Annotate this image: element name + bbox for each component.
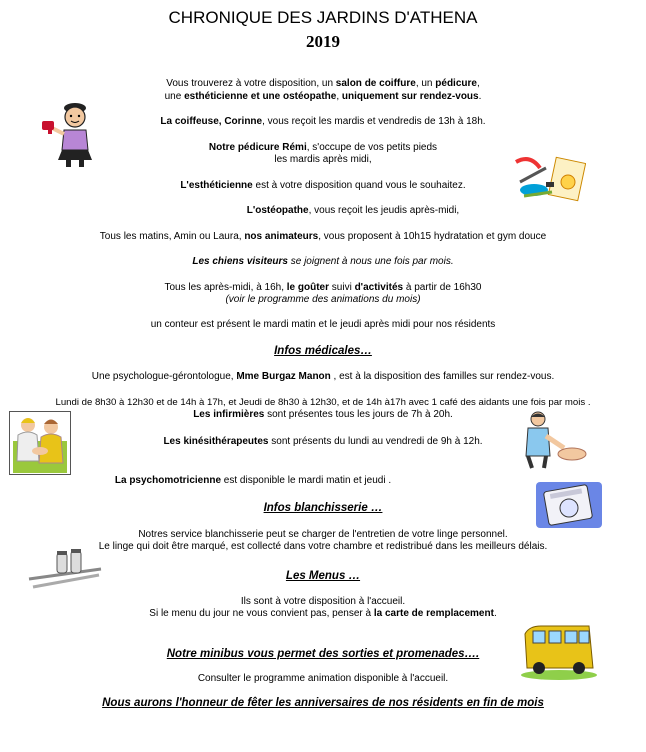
chiens-line: Les chiens visiteurs se joignent à nous une fois par mois.: [192, 256, 454, 267]
conteur-line: un conteur est présent le mardi matin et le jeudi après midi pour nos résidents: [150, 319, 496, 330]
pedicure-line-2: les mardis après midi,: [274, 154, 372, 165]
pedicure-line: Notre pédicure Rémi, s'occupe de vos petits pieds: [208, 142, 438, 153]
menus-line-1: Ils sont à votre disposition à l'accueil.: [240, 596, 406, 607]
infirmieres-line: Les infirmières sont présentes tous les jours de 7h à 20h.: [193, 409, 453, 420]
cutlery-illustration: [27, 547, 105, 591]
blanchisserie-line-2: Le linge qui doit être marqué, est collecté dans votre chambre et redistribué dans les meilleurs délais.: [98, 541, 548, 552]
minibus-line-1: Consulter le programme animation disponible à l'accueil.: [197, 673, 449, 684]
footer-anniversaires: Nous aurons l'honneur de fêter les anniversaires de nos résidents en fin de mois: [102, 697, 544, 709]
blanchisserie-line-1: Notres service blanchisserie peut se charger de l'entretien de votre linge personnel.: [138, 529, 508, 540]
gouter-line: Tous les après-midi, à 16h, le goûter suivi d'activités à partir de 16h30: [164, 282, 482, 293]
section-infos-blanchisserie: Infos blanchisserie …: [263, 502, 383, 514]
nurses-illustration: [9, 411, 71, 475]
kine-line: Les kinésithérapeutes sont présents du lundi au vendredi de 9h à 12h.: [163, 436, 483, 447]
gouter-line-2: (voir le programme des animations du mois): [225, 294, 421, 305]
document-title: CHRONIQUE DES JARDINS D'ATHENA: [168, 8, 478, 27]
coiffeuse-line: La coiffeuse, Corinne, vous reçoit les mardis et vendredis de 13h à 18h.: [160, 116, 486, 127]
psychomotricienne-line: La psychomotricienne est disponible le mardi matin et jeudi .: [114, 475, 392, 486]
osteopathe-line: L'ostéopathe, vous reçoit les jeudis après-midi,: [246, 205, 460, 216]
physio-illustration: [518, 410, 588, 470]
section-menus: Les Menus …: [285, 570, 361, 582]
section-infos-medicales: Infos médicales…: [274, 345, 372, 357]
menus-line-2: Si le menu du jour ne vous convient pas, penser à la carte de remplacement.: [149, 608, 497, 619]
minibus-illustration: [519, 620, 599, 682]
horaires-line: Lundi de 8h30 à 12h30 et de 14h à 17h, et Jeudi de 8h30 à 12h30, et de 14h à17h avec 1 café des aidants une fois par mois .: [55, 397, 591, 408]
document-year: 2019: [306, 32, 340, 51]
animateurs-line: Tous les matins, Amin ou Laura, nos animateurs, vous proposent à 10h15 hydratation et gym douce: [99, 231, 547, 242]
intro-line-1: Vous trouverez à votre disposition, un salon de coiffure, un pédicure,: [166, 78, 480, 89]
hairdresser-illustration: [40, 102, 102, 168]
manicure-illustration: [512, 154, 586, 204]
estheticienne-line: L'esthéticienne est à votre disposition quand vous le souhaitez.: [180, 180, 466, 191]
psychologue-line: Une psychologue-gérontologue, Mme Burgaz Manon , est à la disposition des familles sur rendez-vous.: [91, 371, 555, 382]
intro-line-2: une esthéticienne et une ostéopathe, uniquement sur rendez-vous.: [164, 91, 482, 102]
washing-machine-illustration: [536, 482, 602, 528]
section-minibus: Notre minibus vous permet des sorties et promenades….: [166, 648, 480, 660]
